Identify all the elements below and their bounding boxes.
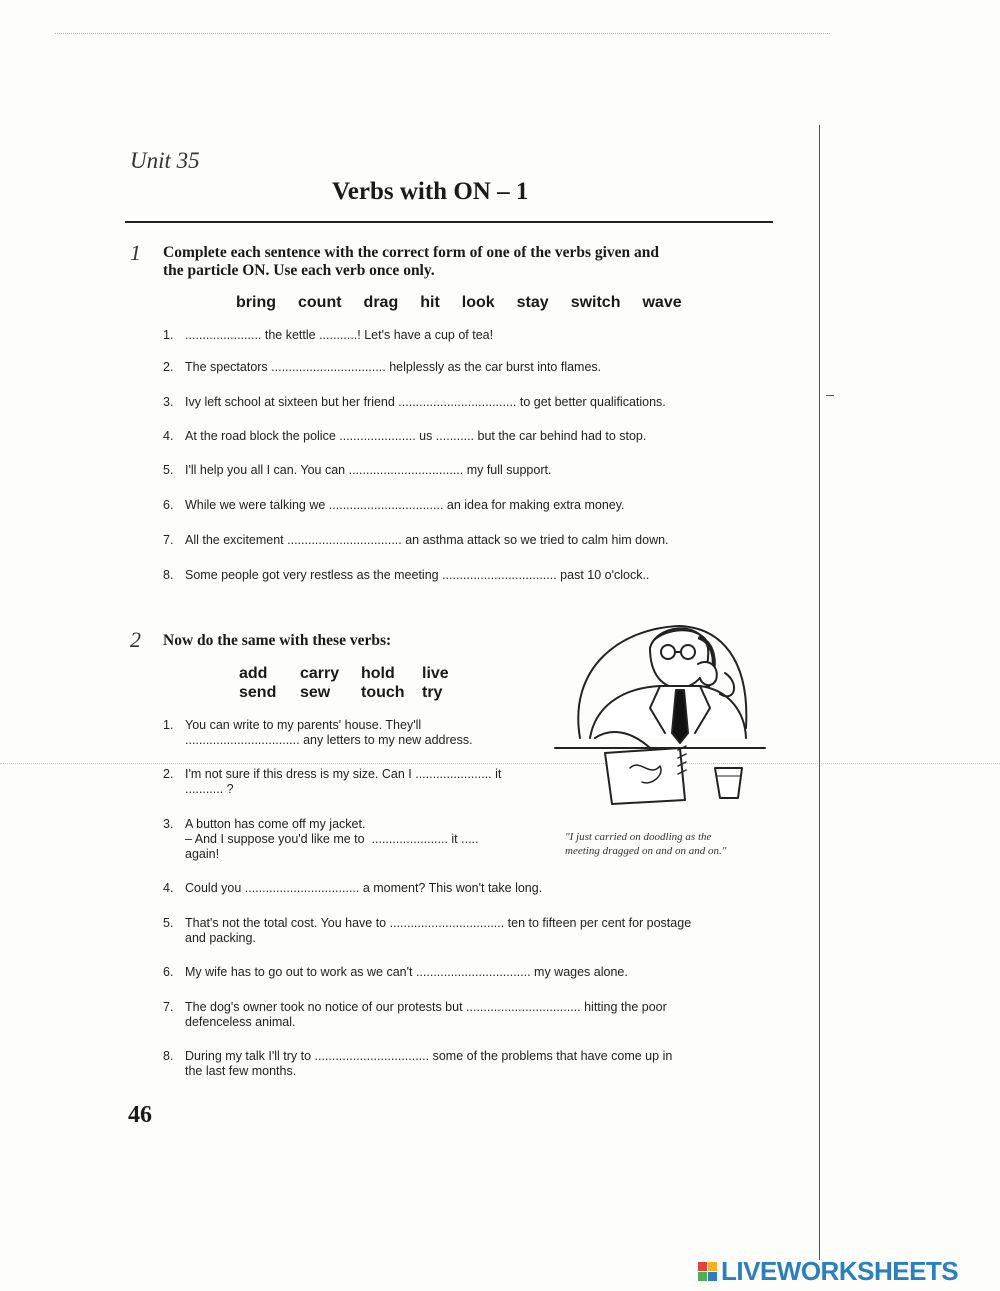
exercise-2-item <box>163 916 803 948</box>
logo-icon <box>698 1262 717 1281</box>
verb-look: look <box>461 294 495 311</box>
item-text[interactable]: The dog's owner took no notice of our protests but ................................. hitting the poor defenceless animal. <box>185 1000 667 1029</box>
item-number: 7. <box>163 533 174 547</box>
exercise-2-item <box>163 1049 803 1081</box>
verb-switch: switch <box>570 294 621 311</box>
page-edge-line <box>819 125 820 1260</box>
item-text[interactable]: Ivy left school at sixteen but her friend .................................. to get better qualifications. <box>185 395 666 409</box>
instruction-line: the particle ON. Use each verb once only. <box>163 262 435 279</box>
verb-drag: drag <box>363 294 399 311</box>
exercise-1-item <box>163 463 803 479</box>
verb-bring: bring <box>236 294 276 311</box>
exercise-2-item <box>163 1000 803 1032</box>
exercise-1-item <box>163 328 803 344</box>
exercise-1-item <box>163 360 803 376</box>
item-number: 1. <box>163 718 174 732</box>
doodling-man-illustration <box>550 608 770 808</box>
exercise-2-item <box>163 718 553 750</box>
exercise-2-item <box>163 767 553 799</box>
logo-block <box>708 1272 717 1281</box>
item-number: 2. <box>163 767 174 781</box>
scan-edge <box>55 33 830 34</box>
verb-wave: wave <box>642 294 682 311</box>
item-text[interactable]: A button has come off my jacket. – And I suppose you'd like me to ...................... it ..... again! <box>185 817 479 861</box>
page-title: Verbs with ON – 1 <box>332 178 529 205</box>
brand-name: LIVEWORKSHEETS <box>721 1256 959 1286</box>
verb-count: count <box>298 294 342 311</box>
exercise-1-number: 1 <box>130 240 141 265</box>
item-text[interactable]: That's not the total cost. You have to ................................. ten to fifteen per cent for postage and packing. <box>185 916 692 945</box>
verb-sew: sew <box>300 684 331 701</box>
exercise-2-number: 2 <box>130 627 141 652</box>
exercise-2-instruction: Now do the same with these verbs: <box>163 632 392 649</box>
exercise-2-item <box>163 965 803 981</box>
item-text[interactable]: While we were talking we ................................. an idea for making extra money. <box>185 498 625 512</box>
item-number: 7. <box>163 1000 174 1014</box>
item-number: 1. <box>163 328 174 342</box>
item-text[interactable]: Some people got very restless as the meeting ................................. past 10 o'clock.. <box>185 568 650 582</box>
item-text[interactable]: You can write to my parents' house. They'll ................................. any letters to my new address. <box>185 718 473 747</box>
logo-block <box>708 1262 717 1271</box>
instruction-line: Complete each sentence with the correct form of one of the verbs given and <box>163 244 660 261</box>
item-number: 6. <box>163 498 174 512</box>
item-number: 8. <box>163 568 174 582</box>
logo-block <box>698 1272 707 1281</box>
verb-hit: hit <box>420 294 440 311</box>
caption-line: "I just carried on doodling as the <box>565 831 712 843</box>
verb-add: add <box>239 665 268 682</box>
logo-block <box>698 1262 707 1271</box>
verb-row <box>239 683 483 702</box>
verb-try: try <box>422 684 443 701</box>
item-text[interactable]: I'll help you all I can. You can ................................. my full support. <box>185 463 552 477</box>
verb-send: send <box>239 684 277 701</box>
exercise-1-item <box>163 568 803 584</box>
verb-carry: carry <box>300 665 340 682</box>
item-text[interactable]: At the road block the police ...................... us ........... but the car behind had to stop. <box>185 429 647 443</box>
verb-row <box>239 664 483 683</box>
verb-stay: stay <box>516 294 549 311</box>
page-edge-tick <box>826 395 834 396</box>
page-number: 46 <box>128 1102 152 1128</box>
exercise-1-item <box>163 429 803 445</box>
exercise-1-item <box>163 498 803 514</box>
item-number: 5. <box>163 916 174 930</box>
item-text[interactable]: During my talk I'll try to ................................. some of the problems that have come up in the last few months. <box>185 1049 673 1078</box>
item-text[interactable]: All the excitement ................................. an asthma attack so we tried to calm him down. <box>185 533 669 547</box>
exercise-1-instruction <box>163 244 783 280</box>
exercise-2-verb-list <box>239 664 483 702</box>
exercise-1-item <box>163 533 803 549</box>
item-text[interactable]: The spectators ................................. helplessly as the car burst into flames. <box>185 360 602 374</box>
scan-fold-line <box>0 763 1000 764</box>
exercise-2-item <box>163 881 803 897</box>
item-text[interactable]: Could you ................................. a moment? This won't take long. <box>185 881 543 895</box>
verb-live: live <box>422 665 449 682</box>
exercise-1-item <box>163 395 803 411</box>
item-number: 4. <box>163 429 174 443</box>
item-number: 3. <box>163 817 174 831</box>
item-text[interactable]: I'm not sure if this dress is my size. Can I ...................... it ........... ? <box>185 767 502 796</box>
verb-hold: hold <box>361 665 395 682</box>
verb-touch: touch <box>361 684 405 701</box>
title-rule <box>125 221 773 223</box>
item-number: 2. <box>163 360 174 374</box>
item-number: 4. <box>163 881 174 895</box>
item-number: 8. <box>163 1049 174 1063</box>
item-number: 3. <box>163 395 174 409</box>
liveworksheets-logo[interactable] <box>698 1256 958 1287</box>
item-number: 5. <box>163 463 174 477</box>
exercise-2-item <box>163 817 553 865</box>
caption-line: meeting dragged on and on and on." <box>565 845 727 857</box>
item-number: 6. <box>163 965 174 979</box>
unit-label: Unit 35 <box>130 148 200 173</box>
item-text[interactable]: My wife has to go out to work as we can't ................................. my wages alone. <box>185 965 628 979</box>
illustration-caption <box>565 830 775 858</box>
item-text[interactable]: ...................... the kettle ...........! Let's have a cup of tea! <box>185 328 494 342</box>
exercise-1-verb-list <box>236 294 704 312</box>
